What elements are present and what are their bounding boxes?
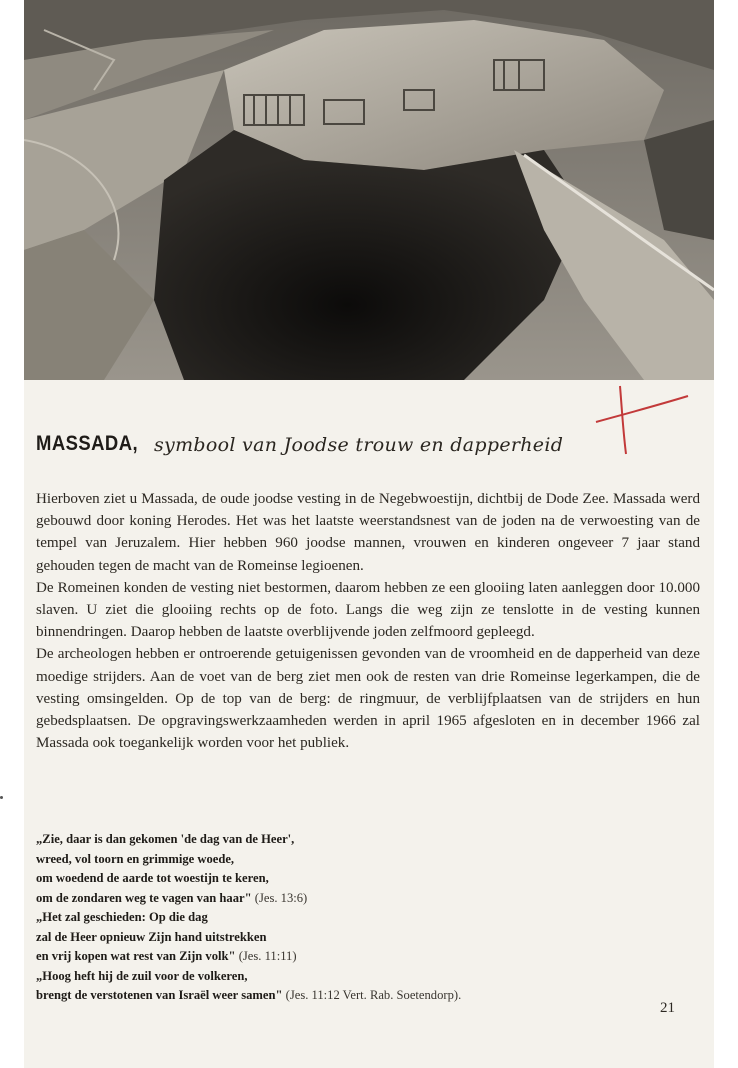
quote-line-2: wreed, vol toorn en grimmige woede, xyxy=(36,851,235,866)
quote-line-7: en vrij kopen wat rest van Zijn volk" (Jes. 11:11) xyxy=(36,949,297,963)
magazine-page xyxy=(24,0,714,1068)
article-subtitle: symbool van Joodse trouw en dapperheid xyxy=(154,434,564,456)
page-number: 21 xyxy=(660,1000,675,1016)
quote-reference: (Jes. 11:11) xyxy=(238,949,297,963)
body-paragraph-2: De Romeinen konden de vesting niet bestormen, daarom hebben ze een glooiing laten aanleggen door 10.000 slaven. U ziet die glooiing rechts op de foto. Langs die weg zijn ze tenslotte in de vesting kunnen binnendringen. Daarop hebben de laatste overblijvende joden zelfmoord gepleegd. xyxy=(36,579,700,641)
quote-line-3: om woedend de aarde tot woestijn te keren, xyxy=(36,871,269,885)
article-title: MASSADA, xyxy=(36,432,139,455)
quote-reference: (Jes. 11:12 Vert. Rab. Soetendorp). xyxy=(285,988,462,1002)
quote-reference: (Jes. 13:6) xyxy=(254,890,308,905)
bible-quote xyxy=(36,830,706,1006)
massada-aerial-photo xyxy=(24,0,714,380)
body-paragraph-3: De archeologen hebben er ontroerende getuigenissen gevonden van de vroomheid en de dapperheid van deze moedige strijders. Aan de voet van de berg ziet men ook de resten van drie Romeinse legerkampen, die de vesting omsingelden. Op de top van de berg: de ringmuur, de verblijfplaatsen van de strijders en hun gebedsplaatsen. De opgravingswerkzaamheden werden in april 1965 afgesloten en in december 1966 zal Massada ook toegankelijk worden voor het publiek. xyxy=(36,646,700,752)
quote-line-1: „Zie, daar is dan gekomen 'de dag van de Heer', xyxy=(36,832,295,846)
body-paragraph-1: Hierboven ziet u Massada, de oude joodse vesting in de Negebwoestijn, dichtbij de Dode Zee. Massada werd gebouwd door koning Herodes. Het was het laatste weerstandsnest van de joden na de verwoesting van de tempel van Jeruzalem. Hier hebben 960 joodse mannen, vrouwen en kinderen ongeveer 7 jaar stand gehouden tegen de macht van de Romeinse legioenen. xyxy=(36,491,700,574)
article-body xyxy=(36,488,700,754)
massada-photo-illustration xyxy=(24,0,714,380)
quote-line-6: zal de Heer opnieuw Zijn hand uitstrekken xyxy=(36,929,267,944)
quote-line-5: „Het zal geschieden: Op die dag xyxy=(36,910,208,924)
quote-line-9: brengt de verstotenen van Israël weer samen" (Jes. 11:12 Vert. Rab. Soetendorp). xyxy=(36,988,462,1002)
print-speck xyxy=(0,796,3,799)
article-heading xyxy=(36,432,696,472)
quote-line-8: „Hoog heft hij de zuil voor de volkeren, xyxy=(36,968,248,983)
quote-line-4: om de zondaren weg te vagen van haar" (Jes. 13:6) xyxy=(36,890,308,905)
